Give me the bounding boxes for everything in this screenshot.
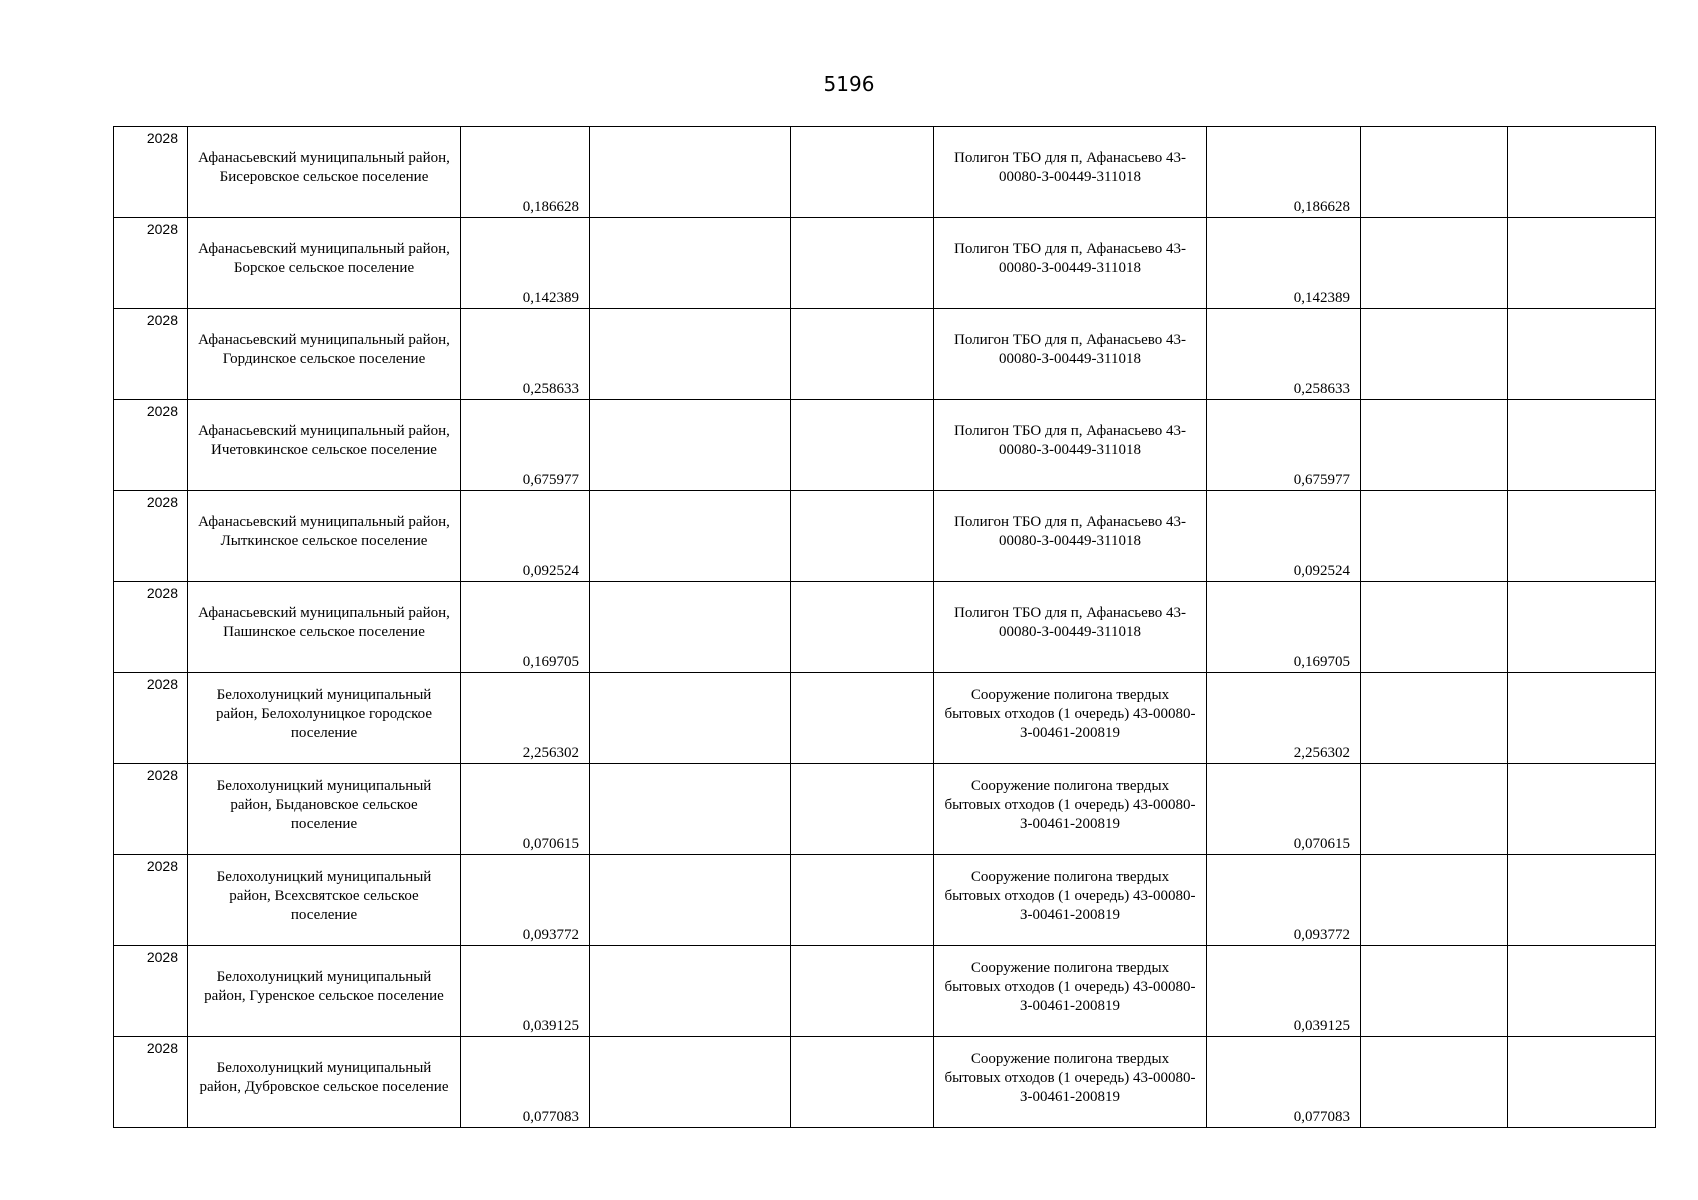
table-row	[114, 946, 1656, 1037]
table-row	[114, 764, 1656, 855]
amount-cell: 0,258633	[461, 309, 590, 400]
municipality-cell: Белохолуницкий муниципальный район, Гуренское сельское поселение	[188, 946, 461, 1037]
year-cell: 2028	[114, 855, 188, 946]
facility-cell: Полигон ТБО для п, Афанасьево 43-00080-З-00449-311018	[934, 582, 1207, 673]
facility-amount-cell: 0,142389	[1207, 218, 1361, 309]
empty-cell	[791, 400, 934, 491]
empty-cell	[791, 127, 934, 218]
empty-cell	[1508, 491, 1656, 582]
municipality-cell: Белохолуницкий муниципальный район, Дубровское сельское поселение	[188, 1037, 461, 1128]
year-cell: 2028	[114, 946, 188, 1037]
empty-cell	[1508, 764, 1656, 855]
empty-cell	[1361, 400, 1508, 491]
empty-cell	[1508, 1037, 1656, 1128]
facility-amount-cell: 2,256302	[1207, 673, 1361, 764]
empty-cell	[791, 218, 934, 309]
amount-cell: 0,186628	[461, 127, 590, 218]
empty-cell	[1508, 673, 1656, 764]
year-cell: 2028	[114, 764, 188, 855]
empty-cell	[791, 582, 934, 673]
empty-cell	[1508, 400, 1656, 491]
amount-cell: 2,256302	[461, 673, 590, 764]
municipality-cell: Афанасьевский муниципальный район, Гординское сельское поселение	[188, 309, 461, 400]
page-number: 5196	[823, 72, 875, 96]
facility-amount-cell: 0,070615	[1207, 764, 1361, 855]
empty-cell	[1361, 218, 1508, 309]
empty-cell	[1361, 946, 1508, 1037]
empty-cell	[1361, 309, 1508, 400]
empty-cell	[590, 582, 791, 673]
empty-cell	[1361, 491, 1508, 582]
municipality-cell: Белохолуницкий муниципальный район, Белохолуницкое городское поселение	[188, 673, 461, 764]
year-cell: 2028	[114, 673, 188, 764]
facility-cell: Полигон ТБО для п, Афанасьево 43-00080-З-00449-311018	[934, 309, 1207, 400]
empty-cell	[590, 946, 791, 1037]
empty-cell	[590, 491, 791, 582]
empty-cell	[1508, 946, 1656, 1037]
empty-cell	[791, 764, 934, 855]
amount-cell: 0,675977	[461, 400, 590, 491]
amount-cell: 0,142389	[461, 218, 590, 309]
municipality-cell: Афанасьевский муниципальный район, Ичетовкинское сельское поселение	[188, 400, 461, 491]
empty-cell	[590, 127, 791, 218]
municipality-cell: Афанасьевский муниципальный район, Лыткинское сельское поселение	[188, 491, 461, 582]
facility-amount-cell: 0,093772	[1207, 855, 1361, 946]
empty-cell	[1361, 127, 1508, 218]
empty-cell	[590, 764, 791, 855]
empty-cell	[1508, 218, 1656, 309]
municipality-cell: Белохолуницкий муниципальный район, Всехсвятское сельское поселение	[188, 855, 461, 946]
table-body	[114, 127, 1656, 1128]
table-row	[114, 491, 1656, 582]
empty-cell	[1361, 673, 1508, 764]
empty-cell	[1508, 855, 1656, 946]
table-row	[114, 218, 1656, 309]
facility-cell: Полигон ТБО для п, Афанасьево 43-00080-З-00449-311018	[934, 491, 1207, 582]
empty-cell	[1361, 764, 1508, 855]
amount-cell: 0,039125	[461, 946, 590, 1037]
empty-cell	[1508, 127, 1656, 218]
empty-cell	[590, 400, 791, 491]
facility-amount-cell: 0,675977	[1207, 400, 1361, 491]
empty-cell	[1361, 855, 1508, 946]
facility-cell: Сооружение полигона твердых бытовых отходов (1 очередь) 43-00080-З-00461-200819	[934, 946, 1207, 1037]
facility-amount-cell: 0,169705	[1207, 582, 1361, 673]
facility-cell: Полигон ТБО для п, Афанасьево 43-00080-З-00449-311018	[934, 218, 1207, 309]
empty-cell	[791, 491, 934, 582]
facility-cell: Полигон ТБО для п, Афанасьево 43-00080-З-00449-311018	[934, 400, 1207, 491]
empty-cell	[590, 1037, 791, 1128]
municipality-cell: Афанасьевский муниципальный район, Пашинское сельское поселение	[188, 582, 461, 673]
amount-cell: 0,169705	[461, 582, 590, 673]
amount-cell: 0,093772	[461, 855, 590, 946]
table-row	[114, 582, 1656, 673]
amount-cell: 0,092524	[461, 491, 590, 582]
empty-cell	[791, 309, 934, 400]
empty-cell	[590, 673, 791, 764]
year-cell: 2028	[114, 400, 188, 491]
empty-cell	[1361, 582, 1508, 673]
empty-cell	[590, 309, 791, 400]
facility-cell: Сооружение полигона твердых бытовых отходов (1 очередь) 43-00080-З-00461-200819	[934, 855, 1207, 946]
table-row	[114, 127, 1656, 218]
amount-cell: 0,070615	[461, 764, 590, 855]
facility-amount-cell: 0,039125	[1207, 946, 1361, 1037]
table-row	[114, 855, 1656, 946]
facility-cell: Сооружение полигона твердых бытовых отходов (1 очередь) 43-00080-З-00461-200819	[934, 673, 1207, 764]
year-cell: 2028	[114, 218, 188, 309]
empty-cell	[1361, 1037, 1508, 1128]
facility-amount-cell: 0,186628	[1207, 127, 1361, 218]
year-cell: 2028	[114, 1037, 188, 1128]
empty-cell	[791, 1037, 934, 1128]
empty-cell	[590, 218, 791, 309]
facility-amount-cell: 0,092524	[1207, 491, 1361, 582]
facility-amount-cell: 0,258633	[1207, 309, 1361, 400]
table-row	[114, 309, 1656, 400]
empty-cell	[1508, 582, 1656, 673]
year-cell: 2028	[114, 491, 188, 582]
municipality-cell: Афанасьевский муниципальный район, Борское сельское поселение	[188, 218, 461, 309]
empty-cell	[590, 855, 791, 946]
waste-distribution-table	[113, 126, 1656, 1128]
year-cell: 2028	[114, 309, 188, 400]
table-row	[114, 673, 1656, 764]
municipality-cell: Афанасьевский муниципальный район, Бисеровское сельское поселение	[188, 127, 461, 218]
empty-cell	[791, 673, 934, 764]
empty-cell	[1508, 309, 1656, 400]
year-cell: 2028	[114, 582, 188, 673]
empty-cell	[791, 946, 934, 1037]
facility-amount-cell: 0,077083	[1207, 1037, 1361, 1128]
municipality-cell: Белохолуницкий муниципальный район, Быдановское сельское поселение	[188, 764, 461, 855]
year-cell: 2028	[114, 127, 188, 218]
table-row	[114, 400, 1656, 491]
amount-cell: 0,077083	[461, 1037, 590, 1128]
table-row	[114, 1037, 1656, 1128]
facility-cell: Сооружение полигона твердых бытовых отходов (1 очередь) 43-00080-З-00461-200819	[934, 1037, 1207, 1128]
facility-cell: Сооружение полигона твердых бытовых отходов (1 очередь) 43-00080-З-00461-200819	[934, 764, 1207, 855]
facility-cell: Полигон ТБО для п, Афанасьево 43-00080-З-00449-311018	[934, 127, 1207, 218]
empty-cell	[791, 855, 934, 946]
